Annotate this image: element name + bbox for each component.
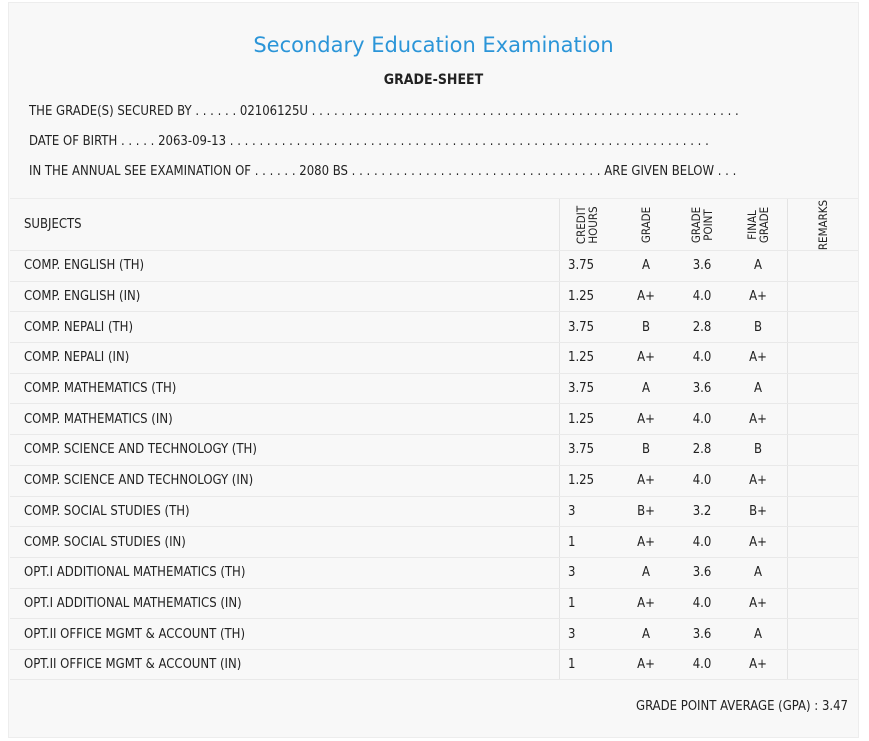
subject-cell: COMP. SOCIAL STUDIES (IN) <box>24 534 186 550</box>
grade-point-cell: 4.0 <box>692 350 712 366</box>
subject-cell: COMP. SOCIAL STUDIES (TH) <box>24 503 190 519</box>
credit-hours-cell: 3.75 <box>559 312 615 342</box>
table-row <box>10 465 858 496</box>
table-row <box>10 342 858 373</box>
credit-hours-cell: 1.25 <box>559 343 615 373</box>
table-row <box>10 311 858 342</box>
header-final-grade-line1: FINAL <box>744 209 759 240</box>
subject-cell: COMP. MATHEMATICS (TH) <box>24 381 177 397</box>
final-grade-cell: A+ <box>749 595 767 611</box>
subject-cell: OPT.II OFFICE MGMT & ACCOUNT (IN) <box>24 656 242 672</box>
credit-hours-cell: 1 <box>559 589 615 619</box>
grade-point-cell: 3.2 <box>692 503 712 519</box>
header-subjects: SUBJECTS <box>24 217 82 232</box>
table-row <box>10 434 858 465</box>
final-grade-cell: A+ <box>749 350 767 366</box>
final-grade-cell: B <box>753 319 763 335</box>
remarks-cell <box>787 466 858 496</box>
grade-point-cell: 2.8 <box>692 442 712 458</box>
grade-sheet <box>8 2 859 738</box>
header-credit-hours <box>559 199 615 250</box>
remarks-cell <box>787 374 858 404</box>
remarks-cell <box>787 435 858 465</box>
grade-secured-by-line: THE GRADE(S) SECURED BY . . . . . . 02106125U . . . . . . . . . . . . . . . . . . . . . . . . . . . . . . . . . . . . . . . . . . . . . . . . . . . . . . . . . . <box>29 104 739 119</box>
grade-point-cell: 3.6 <box>692 381 712 397</box>
subject-cell: OPT.I ADDITIONAL MATHEMATICS (IN) <box>24 595 242 611</box>
grade-cell: A+ <box>637 534 655 550</box>
header-remarks <box>787 199 858 250</box>
grade-cell: B <box>641 442 651 458</box>
subject-cell: OPT.I ADDITIONAL MATHEMATICS (TH) <box>24 565 246 581</box>
header-grade-point-line2: POINT <box>700 208 715 241</box>
final-grade-cell: A <box>754 258 762 274</box>
table-row <box>10 281 858 312</box>
sheet-title: GRADE-SHEET <box>383 72 484 88</box>
grade-point-cell: 3.6 <box>692 565 712 581</box>
header-final-grade <box>730 199 786 250</box>
subject-cell: COMP. ENGLISH (IN) <box>24 289 141 305</box>
grade-cell: A+ <box>637 656 655 672</box>
credit-hours-cell: 3 <box>559 558 615 588</box>
credit-hours-cell: 1.25 <box>559 404 615 434</box>
remarks-cell <box>787 650 858 679</box>
credit-hours-cell: 3 <box>559 497 615 527</box>
credit-hours-cell: 1.25 <box>559 466 615 496</box>
final-grade-cell: A+ <box>749 534 767 550</box>
grade-cell: A <box>642 381 650 397</box>
credit-hours-cell: 1.25 <box>559 282 615 312</box>
table-row <box>10 250 858 281</box>
credit-hours-cell: 3.75 <box>559 374 615 404</box>
table-row <box>10 618 858 649</box>
grade-cell: A <box>642 258 650 274</box>
grade-point-cell: 3.6 <box>692 258 712 274</box>
remarks-cell <box>787 282 858 312</box>
remarks-cell <box>787 527 858 557</box>
table-row <box>10 649 858 680</box>
header-grade-point-line1: GRADE <box>688 206 703 243</box>
credit-hours-cell: 3.75 <box>559 251 615 281</box>
table-row <box>10 588 858 619</box>
date-of-birth-line: DATE OF BIRTH . . . . . 2063-09-13 . . . . . . . . . . . . . . . . . . . . . . . . . . . . . . . . . . . . . . . . . . . . . . . . . . . . . . . . . . . . . . . . . <box>29 134 709 149</box>
credit-hours-cell: 3.75 <box>559 435 615 465</box>
header-remarks-label: REMARKS <box>816 199 830 250</box>
table-row <box>10 403 858 434</box>
grade-point-cell: 3.6 <box>692 626 712 642</box>
table-row <box>10 496 858 527</box>
exam-year-line: IN THE ANNUAL SEE EXAMINATION OF . . . . . . 2080 BS . . . . . . . . . . . . . . . . . . . . . . . . . . . . . . . . . . ARE GIVEN BELOW . . . <box>29 164 737 179</box>
final-grade-cell: A+ <box>749 656 767 672</box>
final-grade-cell: B+ <box>749 503 767 519</box>
remarks-cell <box>787 558 858 588</box>
subject-cell: OPT.II OFFICE MGMT & ACCOUNT (TH) <box>24 626 246 642</box>
final-grade-cell: A <box>754 381 762 397</box>
table-row <box>10 373 858 404</box>
header-grade <box>620 199 672 250</box>
subject-cell: COMP. SCIENCE AND TECHNOLOGY (TH) <box>24 442 257 458</box>
credit-hours-cell: 1 <box>559 527 615 557</box>
grade-point-cell: 4.0 <box>692 289 712 305</box>
header-grade-point <box>674 199 730 250</box>
remarks-cell <box>787 343 858 373</box>
header-credit-hours-line2: HOURS <box>586 205 601 244</box>
final-grade-cell: A <box>754 565 762 581</box>
grade-cell: A+ <box>637 289 655 305</box>
remarks-cell <box>787 404 858 434</box>
subject-cell: COMP. NEPALI (TH) <box>24 319 134 335</box>
remarks-cell <box>787 619 858 649</box>
remarks-cell <box>787 589 858 619</box>
table-row <box>10 557 858 588</box>
grade-cell: A+ <box>637 350 655 366</box>
grade-point-cell: 2.8 <box>692 319 712 335</box>
grade-point-cell: 4.0 <box>692 656 712 672</box>
grade-cell: A <box>642 565 650 581</box>
grade-point-cell: 4.0 <box>692 473 712 489</box>
grade-point-cell: 4.0 <box>692 411 712 427</box>
grade-cell: A+ <box>637 473 655 489</box>
remarks-cell <box>787 497 858 527</box>
final-grade-cell: A+ <box>749 289 767 305</box>
remarks-cell <box>787 312 858 342</box>
header-grade-label: GRADE <box>638 206 653 243</box>
table-header-row <box>10 198 858 250</box>
final-grade-cell: A <box>754 626 762 642</box>
grade-point-cell: 4.0 <box>692 534 712 550</box>
final-grade-cell: A+ <box>749 473 767 489</box>
subject-cell: COMP. ENGLISH (TH) <box>24 258 145 274</box>
credit-hours-cell: 1 <box>559 650 615 679</box>
grade-cell: B+ <box>637 503 655 519</box>
final-grade-cell: A+ <box>749 411 767 427</box>
gpa-summary: GRADE POINT AVERAGE (GPA) : 3.47 <box>636 699 848 714</box>
header-final-grade-line2: GRADE <box>756 206 771 243</box>
subject-cell: COMP. SCIENCE AND TECHNOLOGY (IN) <box>24 473 254 489</box>
table-row <box>10 526 858 557</box>
grade-cell: B <box>641 319 651 335</box>
final-grade-cell: B <box>753 442 763 458</box>
grade-cell: A <box>642 626 650 642</box>
grade-cell: A+ <box>637 411 655 427</box>
grade-cell: A+ <box>637 595 655 611</box>
grade-point-cell: 4.0 <box>692 595 712 611</box>
subject-cell: COMP. NEPALI (IN) <box>24 350 130 366</box>
exam-title: Secondary Education Examination <box>253 33 614 57</box>
grades-table <box>10 198 858 680</box>
credit-hours-cell: 3 <box>559 619 615 649</box>
subject-cell: COMP. MATHEMATICS (IN) <box>24 411 173 427</box>
remarks-cell <box>787 251 858 281</box>
header-credit-hours-line1: CREDIT <box>574 205 589 244</box>
